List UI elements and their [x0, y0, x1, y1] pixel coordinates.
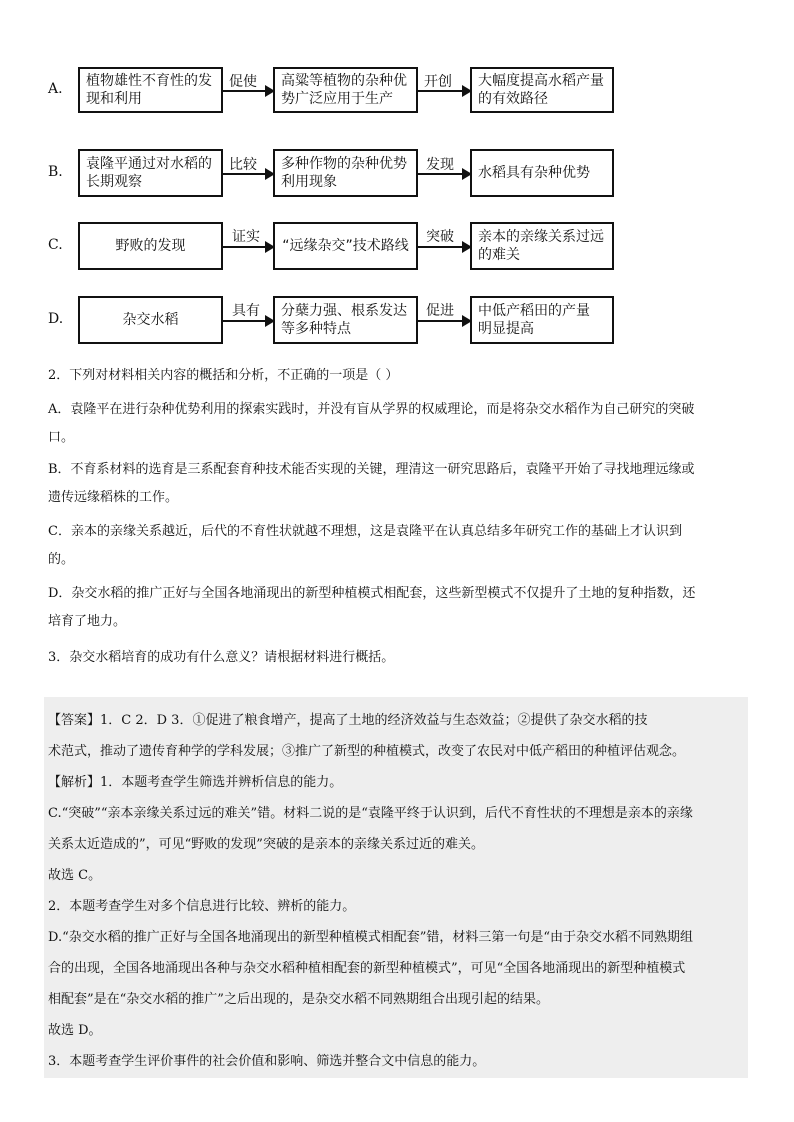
- option-c-box-1: 野败的发现: [78, 222, 223, 270]
- question-2-option-c: C．亲本的亲缘关系越近，后代的不育性状就越不理想，这是袁隆平在认真总结多年研究工作的基础上才认识到 的。: [48, 524, 682, 567]
- option-c-box-3: 亲本的亲缘关系过远 的难关: [470, 222, 614, 270]
- option-d-label-2: 促进: [426, 303, 454, 319]
- answer-line: 故选 D。: [48, 1023, 102, 1038]
- question-2-option-d: D．杂交水稻的推广正好与全国各地涌现出的新型种植模式相配套，这些新型模式不仅提升了土地的复种指数，还 培育了地力。: [48, 586, 696, 629]
- answer-line: C.“突破”“亲本亲缘关系过远的难关”错。材料二说的是“袁隆平终于认识到，后代不育性状的不理想是亲本的亲缘: [48, 806, 693, 821]
- answer-line: 3．本题考查学生评价事件的社会价值和影响、筛选并整合文中信息的能力。: [48, 1054, 486, 1069]
- option-d-box-2: 分蘖力强、根系发达 等多种特点: [273, 296, 418, 344]
- option-c-arrow-2: [418, 246, 470, 248]
- answer-line: 【解析】1．本题考查学生筛选并辨析信息的能力。: [48, 775, 343, 790]
- option-d-arrow-1: [223, 320, 273, 322]
- option-b-arrow-1: [223, 173, 273, 175]
- answer-line: 故选 C。: [48, 868, 102, 883]
- option-a-letter: A.: [48, 81, 63, 97]
- answer-line: 2．本题考查学生对多个信息进行比较、辨析的能力。: [48, 899, 356, 914]
- answer-line: 合的出现，全国各地涌现出各种与杂交水稻种植相配套的新型种植模式”，可见“全国各地涌现出的新型种植模式: [48, 961, 686, 976]
- option-b-box-2: 多种作物的杂种优势 利用现象: [273, 149, 418, 197]
- option-b-letter: B.: [48, 164, 63, 180]
- option-c-label-1: 证实: [232, 229, 260, 245]
- question-2-stem: 2．下列对材料相关内容的概括和分析，不正确的一项是（ ）: [48, 368, 399, 383]
- question-2-option-b: B．不育系材料的选育是三系配套育种技术能否实现的关键，理清这一研究思路后，袁隆平开始了寻找地理远缘或 遗传远缘稻株的工作。: [48, 462, 695, 505]
- option-c-arrow-1: [223, 246, 273, 248]
- option-d-box-3: 中低产稻田的产量 明显提高: [470, 296, 614, 344]
- option-d-box-1: 杂交水稻: [78, 296, 223, 344]
- option-b-label-2: 发现: [426, 157, 454, 173]
- answer-line: 相配套”是在“杂交水稻的推广”之后出现的，是杂交水稻不同熟期组合出现引起的结果。: [48, 992, 549, 1007]
- option-b-label-1: 比较: [229, 157, 257, 173]
- option-a-arrow-2: [418, 90, 470, 92]
- question-3-stem: 3．杂交水稻培育的成功有什么意义？请根据材料进行概括。: [48, 650, 395, 665]
- option-a-box-3: 大幅度提高水稻产量 的有效路径: [470, 67, 614, 113]
- answer-line: 【答案】1．C 2．D 3．①促进了粮食增产，提高了土地的经济效益与生态效益；②提供了杂交水稻的技: [48, 713, 648, 728]
- option-c-label-2: 突破: [426, 229, 454, 245]
- option-a-label-1: 促使: [229, 74, 257, 90]
- option-a-box-2: 高粱等植物的杂种优 势广泛应用于生产: [273, 67, 418, 113]
- option-d-letter: D.: [48, 311, 64, 327]
- answer-line: 关系太近造成的”，可见“野败的发现”突破的是亲本的亲缘关系过近的难关。: [48, 837, 484, 852]
- option-a-label-2: 开创: [424, 74, 452, 90]
- option-a-box-1: 植物雄性不育性的发 现和利用: [78, 67, 223, 113]
- option-a-arrow-1: [223, 90, 273, 92]
- question-2-option-a: A．袁隆平在进行杂种优势利用的探索实践时，并没有盲从学界的权威理论，而是将杂交水稻作为自己研究的突破 口。: [48, 402, 695, 445]
- answer-line: D.“杂交水稻的推广正好与全国各地涌现出的新型种植模式相配套”错，材料三第一句是“由于杂交水稻不同熟期组: [48, 930, 694, 945]
- answer-text: [48, 705, 750, 1077]
- option-d-arrow-2: [418, 320, 470, 322]
- option-b-box-1: 袁隆平通过对水稻的 长期观察: [78, 149, 223, 197]
- option-d-label-1: 具有: [232, 303, 260, 319]
- option-b-arrow-2: [418, 173, 470, 175]
- option-b-box-3: 水稻具有杂种优势: [470, 149, 614, 197]
- option-c-letter: C.: [48, 237, 63, 253]
- option-c-box-2: “远缘杂交”技术路线: [273, 222, 418, 270]
- answer-line: 术范式，推动了遗传育种学的学科发展；③推广了新型的种植模式，改变了农民对中低产稻田的种植评估观念。: [48, 744, 686, 759]
